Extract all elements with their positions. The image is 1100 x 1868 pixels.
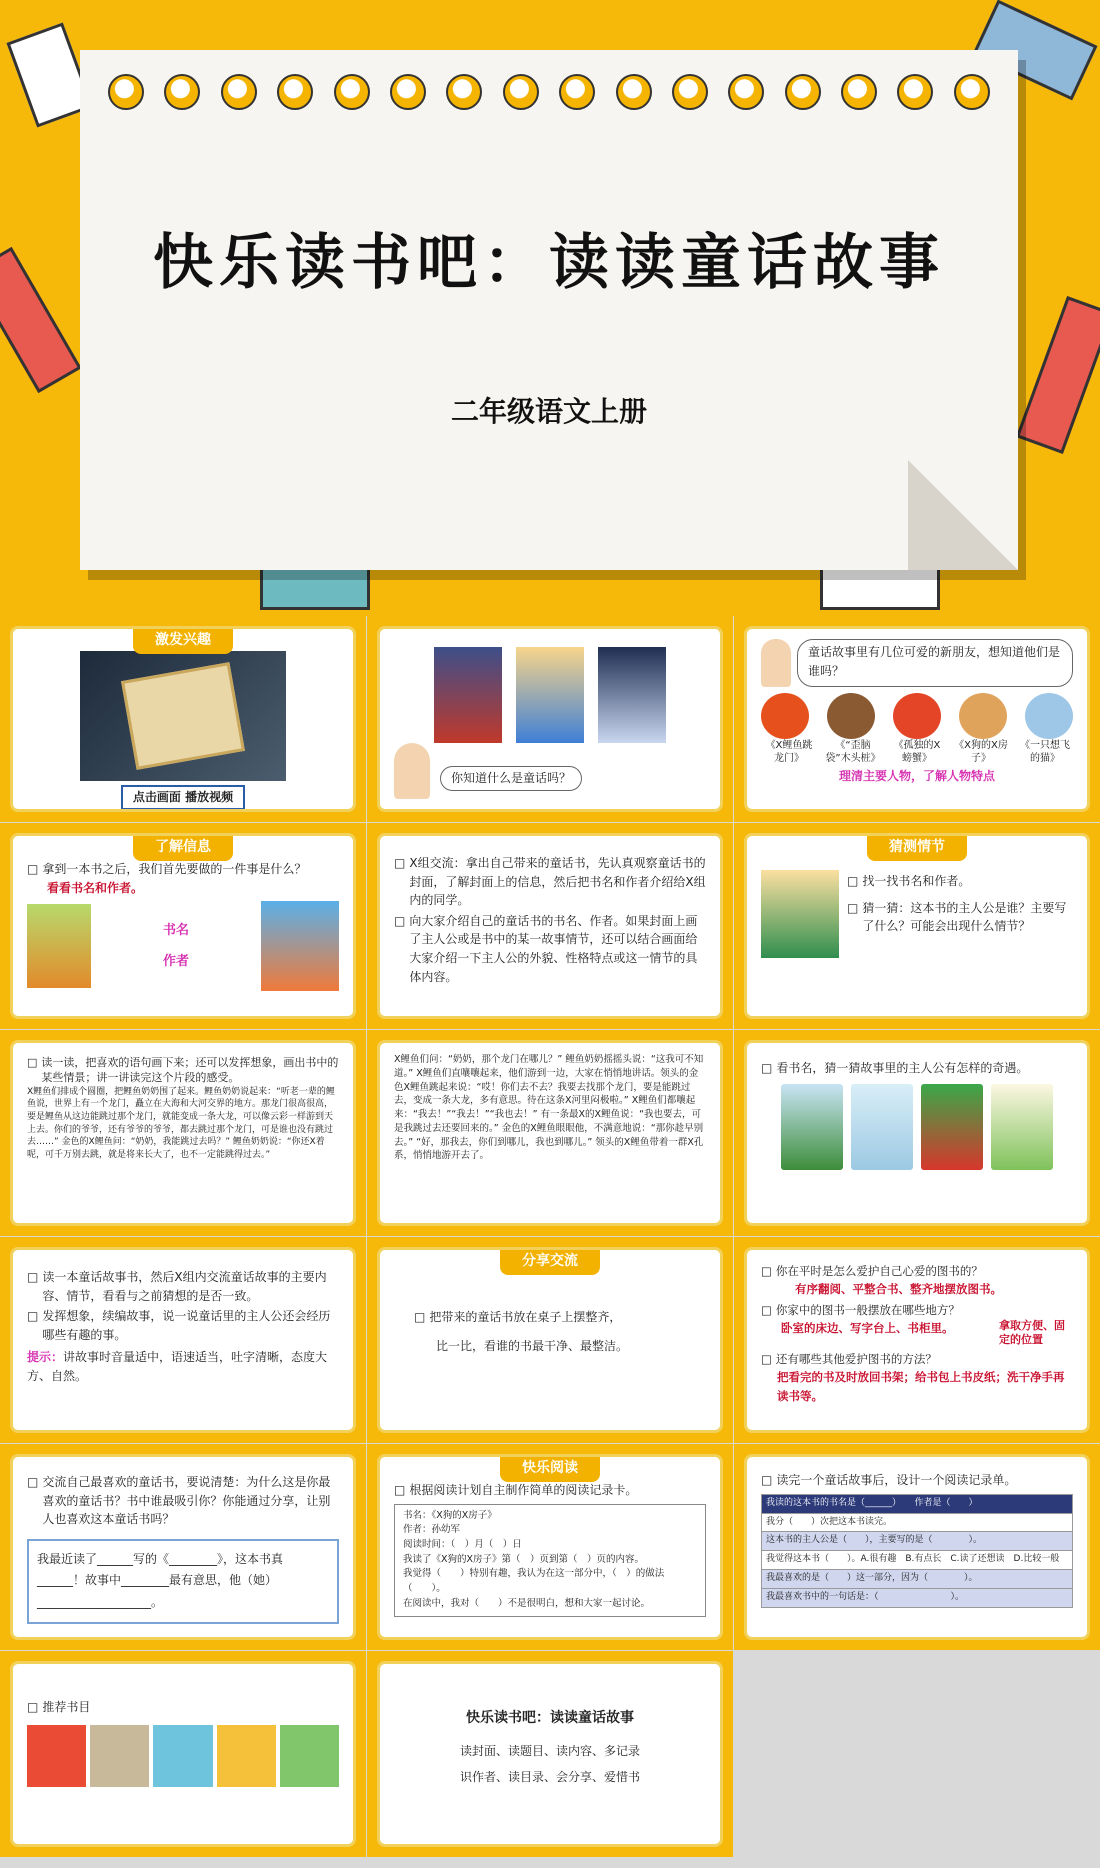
answer-text: 有序翻阅、平整合书、整齐地摆放图书。 xyxy=(795,1282,1002,1297)
answer-text: 看看书名和作者。 xyxy=(47,880,144,895)
page-curl xyxy=(908,460,1018,570)
label-author: 作者 xyxy=(162,954,189,970)
speech-bubble: 你知道什么是童话吗？ xyxy=(440,766,582,791)
alice-image xyxy=(516,647,584,743)
paragraph: □ 推荐书目 xyxy=(42,1700,91,1714)
book-cover xyxy=(27,904,91,988)
book-image xyxy=(121,662,245,770)
book-cover xyxy=(781,1084,843,1170)
paragraph: □ 读一本童话故事书，然后X组内交流童话故事的主要内容、情节，看看与之前猜想的是否一致。 xyxy=(42,1270,327,1303)
slide-ribbon: 激发兴趣 xyxy=(133,628,233,654)
slide-4[interactable] xyxy=(0,823,366,1029)
character-titles: 《X鲤鱼跳龙门》 《“歪脑袋”木头桩》 《孤独的X螃蟹》 《X狗的X房子》 《一只想飞的猫》 xyxy=(765,740,1070,764)
book-cover xyxy=(261,901,339,991)
slide-9[interactable] xyxy=(734,1030,1100,1236)
summary-line: 读封面、读题目、读内容、多记录 xyxy=(459,1743,640,1758)
answer-text: 卧室的床边、写字台上、书柜里。 xyxy=(781,1321,954,1336)
paragraph: 比一比，看谁的书最干净、最整洁。 xyxy=(436,1338,629,1353)
paragraph: □ 向大家介绍自己的童话书的书名、作者。如果封面上画了主人公或是书中的某一故事情节，还可以结合画面给大家介绍一下主人公的外貌、性格特点或这一情节的具体内容。 xyxy=(409,913,698,984)
slide-6[interactable] xyxy=(734,823,1100,1029)
slide-12[interactable] xyxy=(734,1237,1100,1443)
paragraph: □ 交流自己最喜欢的童话书，要说清楚：为什么这是你最喜欢的童话书？书中谁最吸引你？你能通过分享，让别人也喜欢这本童话书吗？ xyxy=(42,1475,331,1527)
pencil-icon xyxy=(0,247,82,393)
question-text: □ 拿到一本书之后，我们首先要做的一件事是什么？ xyxy=(42,862,307,876)
question-text: □ 你家中的图书一般摆放在哪些地方？ xyxy=(775,1302,960,1317)
paragraph: □ 看书名，猜一猜故事里的主人公有怎样的奇遇。 xyxy=(776,1061,1029,1075)
slide-17[interactable] xyxy=(367,1651,733,1857)
story-excerpt: X鲤鱼们排成个圆圈，把鲤鱼奶奶围了起来。鲤鱼奶奶说起来：“听老一辈的鲤鱼说，世界上有一个龙门，矗立在大海和大河交界的地方。那龙门很高很高，要是鲤鱼从这边能跳过那个龙门，就能变成一条大龙，可以像云彩一样游到天上去。你们的爷爷，还有爷爷的爷爷，都去跳过那个龙门，可是谁也没有跳过去……” 金色的X鲤鱼问：“奶奶，我能跳过去吗？” 鲤鱼奶奶说：“你还X着呢，可千万别去跳，就是将来长大了，也不一定能跳得过去。” xyxy=(27,1086,335,1160)
label-title: 书名 xyxy=(162,923,189,938)
video-thumbnail[interactable] xyxy=(80,651,286,781)
slide-15[interactable] xyxy=(734,1444,1100,1650)
slide-10[interactable] xyxy=(0,1237,366,1443)
book-cover xyxy=(851,1084,913,1170)
speech-bubble: 童话故事里有几位可爱的新朋友，想知道他们是谁吗？ xyxy=(797,639,1073,687)
answer-note: 拿取方便、固定的位置 xyxy=(999,1319,1065,1347)
book-cover xyxy=(90,1725,149,1787)
teacher-icon xyxy=(761,639,791,687)
tip-text: 讲故事时音量适中，语速适当，吐字清晰，态度大方、自然。 xyxy=(27,1350,328,1383)
book-cover xyxy=(991,1084,1053,1170)
slide-13[interactable] xyxy=(0,1444,366,1650)
slide-note: 理清主要人物，了解人物特点 xyxy=(838,769,995,783)
summary-title: 快乐读书吧：读读童话故事 xyxy=(466,1710,634,1726)
slide-ribbon: 快乐阅读 xyxy=(500,1456,600,1482)
paragraph: □ 猜一猜：这本书的主人公是谁？主要写了什么？可能会出现什么情节？ xyxy=(862,900,1067,934)
question-text: □ 还有哪些其他爱护图书的方法？ xyxy=(775,1351,937,1366)
binding-holes xyxy=(108,74,990,114)
slide-5[interactable] xyxy=(367,823,733,1029)
slide-2[interactable] xyxy=(367,616,733,822)
question-text: □ 你在平时是怎么爱护自己心爱的图书的？ xyxy=(775,1264,983,1278)
slide-14[interactable] xyxy=(367,1444,733,1650)
answer-text: 把看完的书及时放回书架；给书包上书皮纸；洗干净手再读书等。 xyxy=(777,1370,1065,1403)
slide-ribbon: 猜测情节 xyxy=(867,835,967,861)
paragraph: □ X组交流：拿出自己带来的童话书，先认真观察童话书的封面，了解封面上的信息，然后把书名和作者介绍给X组内的同学。 xyxy=(409,856,706,908)
paragraph: □ 读一读，把喜欢的语句画下来；还可以发挥想象，画出书中的某些情景；讲一讲读完这个片段的感受。 xyxy=(41,1056,339,1085)
slide-8[interactable] xyxy=(367,1030,733,1236)
title-slide xyxy=(0,0,1100,616)
slide-11[interactable] xyxy=(367,1237,733,1443)
summary-line: 识作者、读目录、会分享、爱惜书 xyxy=(459,1770,640,1785)
play-video-button[interactable]: 点击画面 播放视频 xyxy=(121,785,245,810)
paragraph: □ 读完一个童话故事后，设计一个阅读记录单。 xyxy=(776,1473,1017,1487)
page-subtitle: 二年级语文上册 xyxy=(450,395,647,428)
story-excerpt: X鲤鱼们问：“奶奶，那个龙门在哪儿？” 鲤鱼奶奶摇摇头说：“这我可不知道。” X鲤鱼们直嚷嚷起来，他们游到一边，大家在悄悄地讲话。领头的金色X鲤鱼跳起来说：“哎！你们去不去？我要去找那个龙门，要是能跳过去，变成一条大龙，多有意思。待在这条X河里闷极啦。” X鲤鱼们都嚷起来：“我去！”“我去！”“我也去！” 有一条最X的X鲤鱼说：“我也要去，可是我跳过去还要回来的。” 金色的X鲤鱼眼眼他，不满意地说：“那你趁早别去。” “好，那我去，你们到哪儿，我也到哪儿。” 领头的X鲤鱼带着一群X孔系，悄悄地游开去了。 xyxy=(394,1054,704,1162)
book-cover xyxy=(921,1084,983,1170)
pencil-icon xyxy=(1016,296,1100,454)
paragraph: □ 找一找书名和作者。 xyxy=(862,874,971,888)
dog-icon xyxy=(959,693,1007,739)
page-title: 快乐读书吧：读读童话故事 xyxy=(153,228,945,298)
paragraph: □ 把带来的童话书放在桌子上摆整齐， xyxy=(429,1310,622,1324)
slide-3[interactable] xyxy=(734,616,1100,822)
carp-icon xyxy=(761,693,809,739)
paper-card xyxy=(80,50,1018,570)
snow-white-image xyxy=(434,647,502,743)
tip-label: 提示： xyxy=(27,1350,64,1365)
crab-icon xyxy=(893,693,941,739)
stump-icon xyxy=(827,693,875,739)
paragraph: □ 根据阅读计划自主制作简单的阅读记录卡。 xyxy=(409,1483,638,1497)
cat-icon xyxy=(1025,693,1073,739)
teacher-icon xyxy=(394,743,430,799)
reading-record-table[interactable]: 我读的这本书的书名是（______） 作者是（ ） 我分（ ）次把这本书读完。 这本书的主人公是（ ），主要写的是（ ）。 我觉得这本书（ ）。A.很有趣 B.有点长 C.读了还想读 D.比较一般 我最喜欢的是（ ）这一部分，因为（ ）。 我最喜欢书中的一句话是：（ ）。 xyxy=(761,1494,1073,1609)
fill-in-box[interactable]: 我最近读了______写的《________》，这本书真______！故事中________最有意思，他（她）___________________。 xyxy=(27,1539,339,1624)
slide-16[interactable] xyxy=(0,1651,366,1857)
cinderella-image xyxy=(598,647,666,743)
slide-ribbon: 了解信息 xyxy=(133,835,233,861)
book-cover xyxy=(217,1725,276,1787)
book-cover xyxy=(27,1725,86,1787)
slide-1[interactable] xyxy=(0,616,366,822)
slide-ribbon: 分享交流 xyxy=(500,1249,600,1275)
reading-card[interactable]: 书名：《X狗的X房子》 作者：孙幼军 阅读时间：（ ）月（ ）日 我读了《X狗的X房子》第（ ）页到第（ ）页的内容。 我觉得（ ）特别有趣，我认为在这一部分中，（ ）的做法（ ）。 在阅读中，我对（ ）不是很明白，想和大家一起讨论。 xyxy=(394,1504,706,1617)
book-cover xyxy=(280,1725,339,1787)
slide-7[interactable] xyxy=(0,1030,366,1236)
paragraph: □ 发挥想象，续编故事，说一说童话里的主人公还会经历哪些有趣的事。 xyxy=(42,1309,331,1342)
book-cover xyxy=(761,870,839,958)
book-cover xyxy=(153,1725,212,1787)
